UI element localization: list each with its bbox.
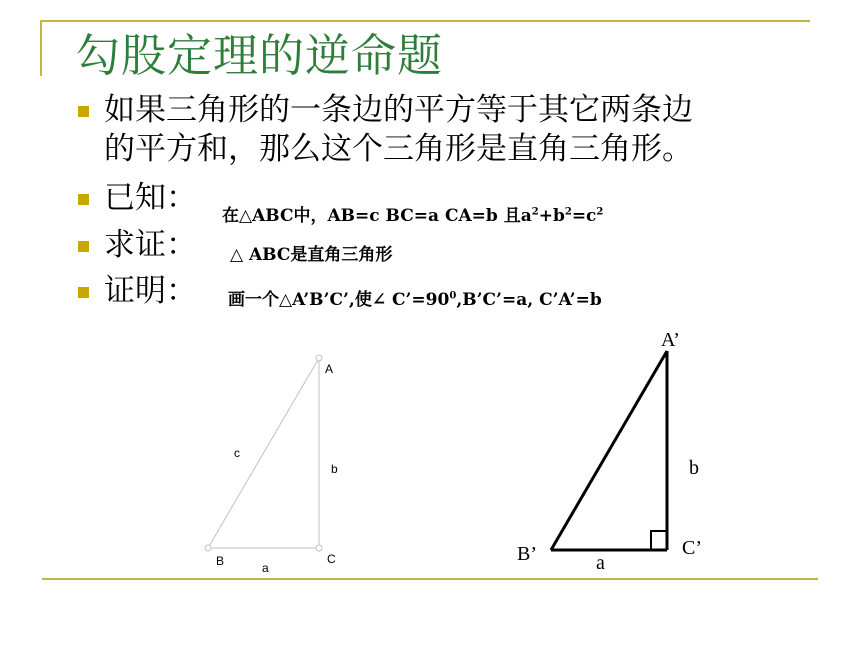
label-a: A [325,362,334,376]
theorem-line-2: 的平方和，那么这个三角形是直角三角形。 [104,131,693,167]
proof-label: 证明： [104,273,197,309]
given-label: 已知： [104,180,197,216]
proof-text-part2: ,B’C’=a, C’A’=b [456,290,602,310]
given-text-part3: =c [571,206,597,226]
label-c-prime: C’ [682,537,702,559]
label-side-a-prime: a [596,552,605,574]
side-ab [208,358,319,548]
label-b-prime: B’ [517,543,537,565]
vertex-c [316,545,322,551]
vertex-b [205,545,211,551]
bottom-rule [42,578,818,580]
proof-text-part1: 画一个△A’B’C’,使∠ C’=90 [228,290,450,310]
vertex-a [316,355,322,361]
given-exp-3: 2 [596,206,604,218]
prove-label: 求证： [104,227,197,263]
side-a-prime-b-prime [551,351,667,550]
proof-exp: 0 [449,290,457,302]
given-text-part2: +b [538,206,565,226]
right-angle-mark [651,531,667,550]
label-a-prime: A’ [661,329,680,351]
label-side-b: b [331,462,338,476]
slide-title: 勾股定理的逆命题 [75,29,444,82]
label-side-b-prime: b [689,457,699,479]
given-text-part1: 在△ABC中，AB=c BC=a CA=b 且a [222,206,532,226]
label-b: B [216,554,225,568]
theorem-line-1: 如果三角形的一条边的平方等于其它两条边 [104,92,693,128]
given-exp-1: 2 [531,206,539,218]
label-side-c: c [234,446,240,460]
label-side-a: a [262,561,269,575]
triangle-a-prime-b-prime-c-prime [517,329,702,574]
triangle-abc [205,355,338,575]
label-c: C [327,552,336,566]
given-exp-2: 2 [564,206,572,218]
prove-text: △ ABC是直角三角形 [230,245,393,265]
